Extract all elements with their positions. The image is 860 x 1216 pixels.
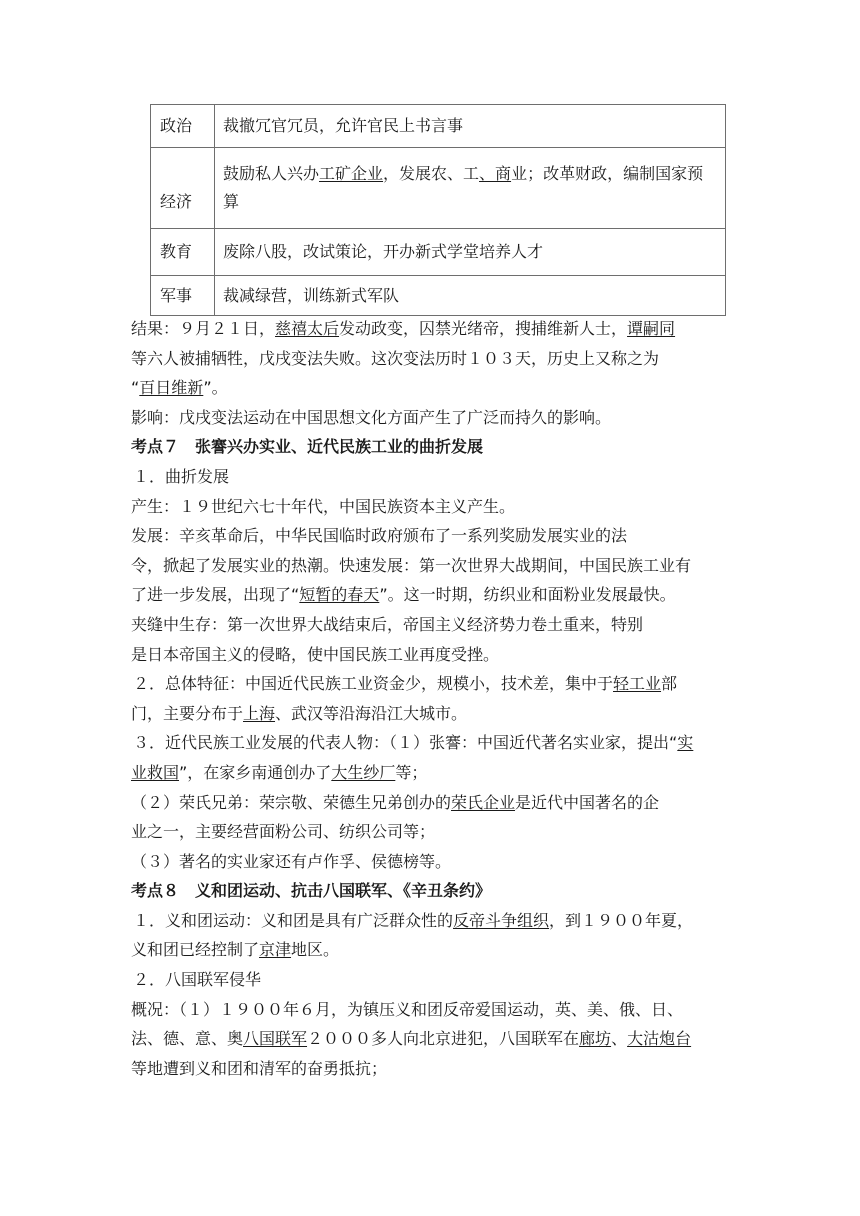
table-row (151, 105, 726, 148)
table-row (151, 276, 726, 316)
result-line: 结果：９月２１日，慈禧太后发动政变，囚禁光绪帝，搜捕维新人士，谭嗣同 (131, 319, 676, 338)
text-line: 概况：（１）１９００年６月，为镇压义和团反帝爱国运动，英、美、俄、日、 (131, 999, 684, 1019)
row-category: 军事 (151, 276, 215, 316)
section-heading-8: 考点８ 义和团运动、抗击八国联军、《辛丑条约》 (131, 881, 492, 901)
text-line: １．义和团运动：义和团是具有广泛群众性的反帝斗争组织，到１９００年夏， (133, 910, 694, 930)
text-line: １．曲折发展 (133, 466, 230, 486)
row-category: 政治 (151, 105, 215, 148)
row-category: 经济 (151, 148, 215, 229)
text-line: 等六人被捕牺牲，戊戌变法失败。这次变法历时１０３天，历史上又称之为 (131, 348, 660, 368)
text-line: ２．八国联军侵华 (133, 970, 262, 990)
text-line: 了进一步发展，出现了“短暂的春天”。这一时期，纺织业和面粉业发展最快。 (131, 585, 676, 605)
text-line: 是日本帝国主义的侵略，使中国民族工业再度受挫。 (131, 644, 500, 664)
text-line: 发展：辛亥革命后，中华民国临时政府颁布了一系列奖励发展实业的法 (131, 526, 628, 546)
table-row (151, 229, 726, 276)
text-line: 义和团已经控制了京津地区。 (131, 940, 340, 960)
text-line: 法、德、意、奥八国联军２０００多人向北京进犯，八国联军在廊坊、大沽炮台 (131, 1029, 692, 1049)
text-line: ３．近代民族工业发展的代表人物：（１）张謇：中国近代著名实业家，提出“实 (133, 733, 694, 753)
row-content: 裁撤冗官冗员，允许官民上书言事 (215, 105, 726, 148)
row-category: 教育 (151, 229, 215, 276)
influence-line: 影响：戊戌变法运动在中国思想文化方面产生了广泛而持久的影响。 (131, 407, 612, 427)
text-line: （３）著名的实业家还有卢作孚、侯德榜等。 (131, 851, 452, 871)
text-line: “百日维新”。 (131, 378, 228, 398)
text-line: 产生：１９世纪六七十年代，中国民族资本主义产生。 (131, 496, 516, 516)
section-heading-7: 考点７ 张謇兴办实业、近代民族工业的曲折发展 (131, 437, 484, 457)
text-line: 业之一，主要经营面粉公司、纺织公司等； (131, 822, 436, 842)
row-content: 鼓励私人兴办工矿企业，发展农、工、商业；改革财政，编制国家预算 (215, 148, 726, 229)
table-row (151, 148, 726, 229)
text-line: 门，主要分布于上海、武汉等沿海沿江大城市。 (131, 703, 468, 723)
text-line: 令，掀起了发展实业的热潮。快速发展：第一次世界大战期间，中国民族工业有 (131, 555, 692, 575)
text-line: 业救国”，在家乡南通创办了大生纱厂等； (131, 762, 428, 782)
text-line: ２．总体特征：中国近代民族工业资金少，规模小，技术差，集中于轻工业部 (133, 674, 678, 694)
reform-measures-table (150, 104, 726, 316)
row-content: 废除八股，改试策论，开办新式学堂培养人才 (215, 229, 726, 276)
text-line: 夹缝中生存：第一次世界大战结束后，帝国主义经济势力卷土重来，特别 (131, 614, 644, 634)
row-content: 裁减绿营，训练新式军队 (215, 276, 726, 316)
text-line: （２）荣氏兄弟：荣宗敬、荣德生兄弟创办的荣氏企业是近代中国著名的企 (131, 792, 660, 812)
body-text (131, 314, 741, 1083)
text-line: 等地遭到义和团和清军的奋勇抵抗； (131, 1058, 388, 1078)
